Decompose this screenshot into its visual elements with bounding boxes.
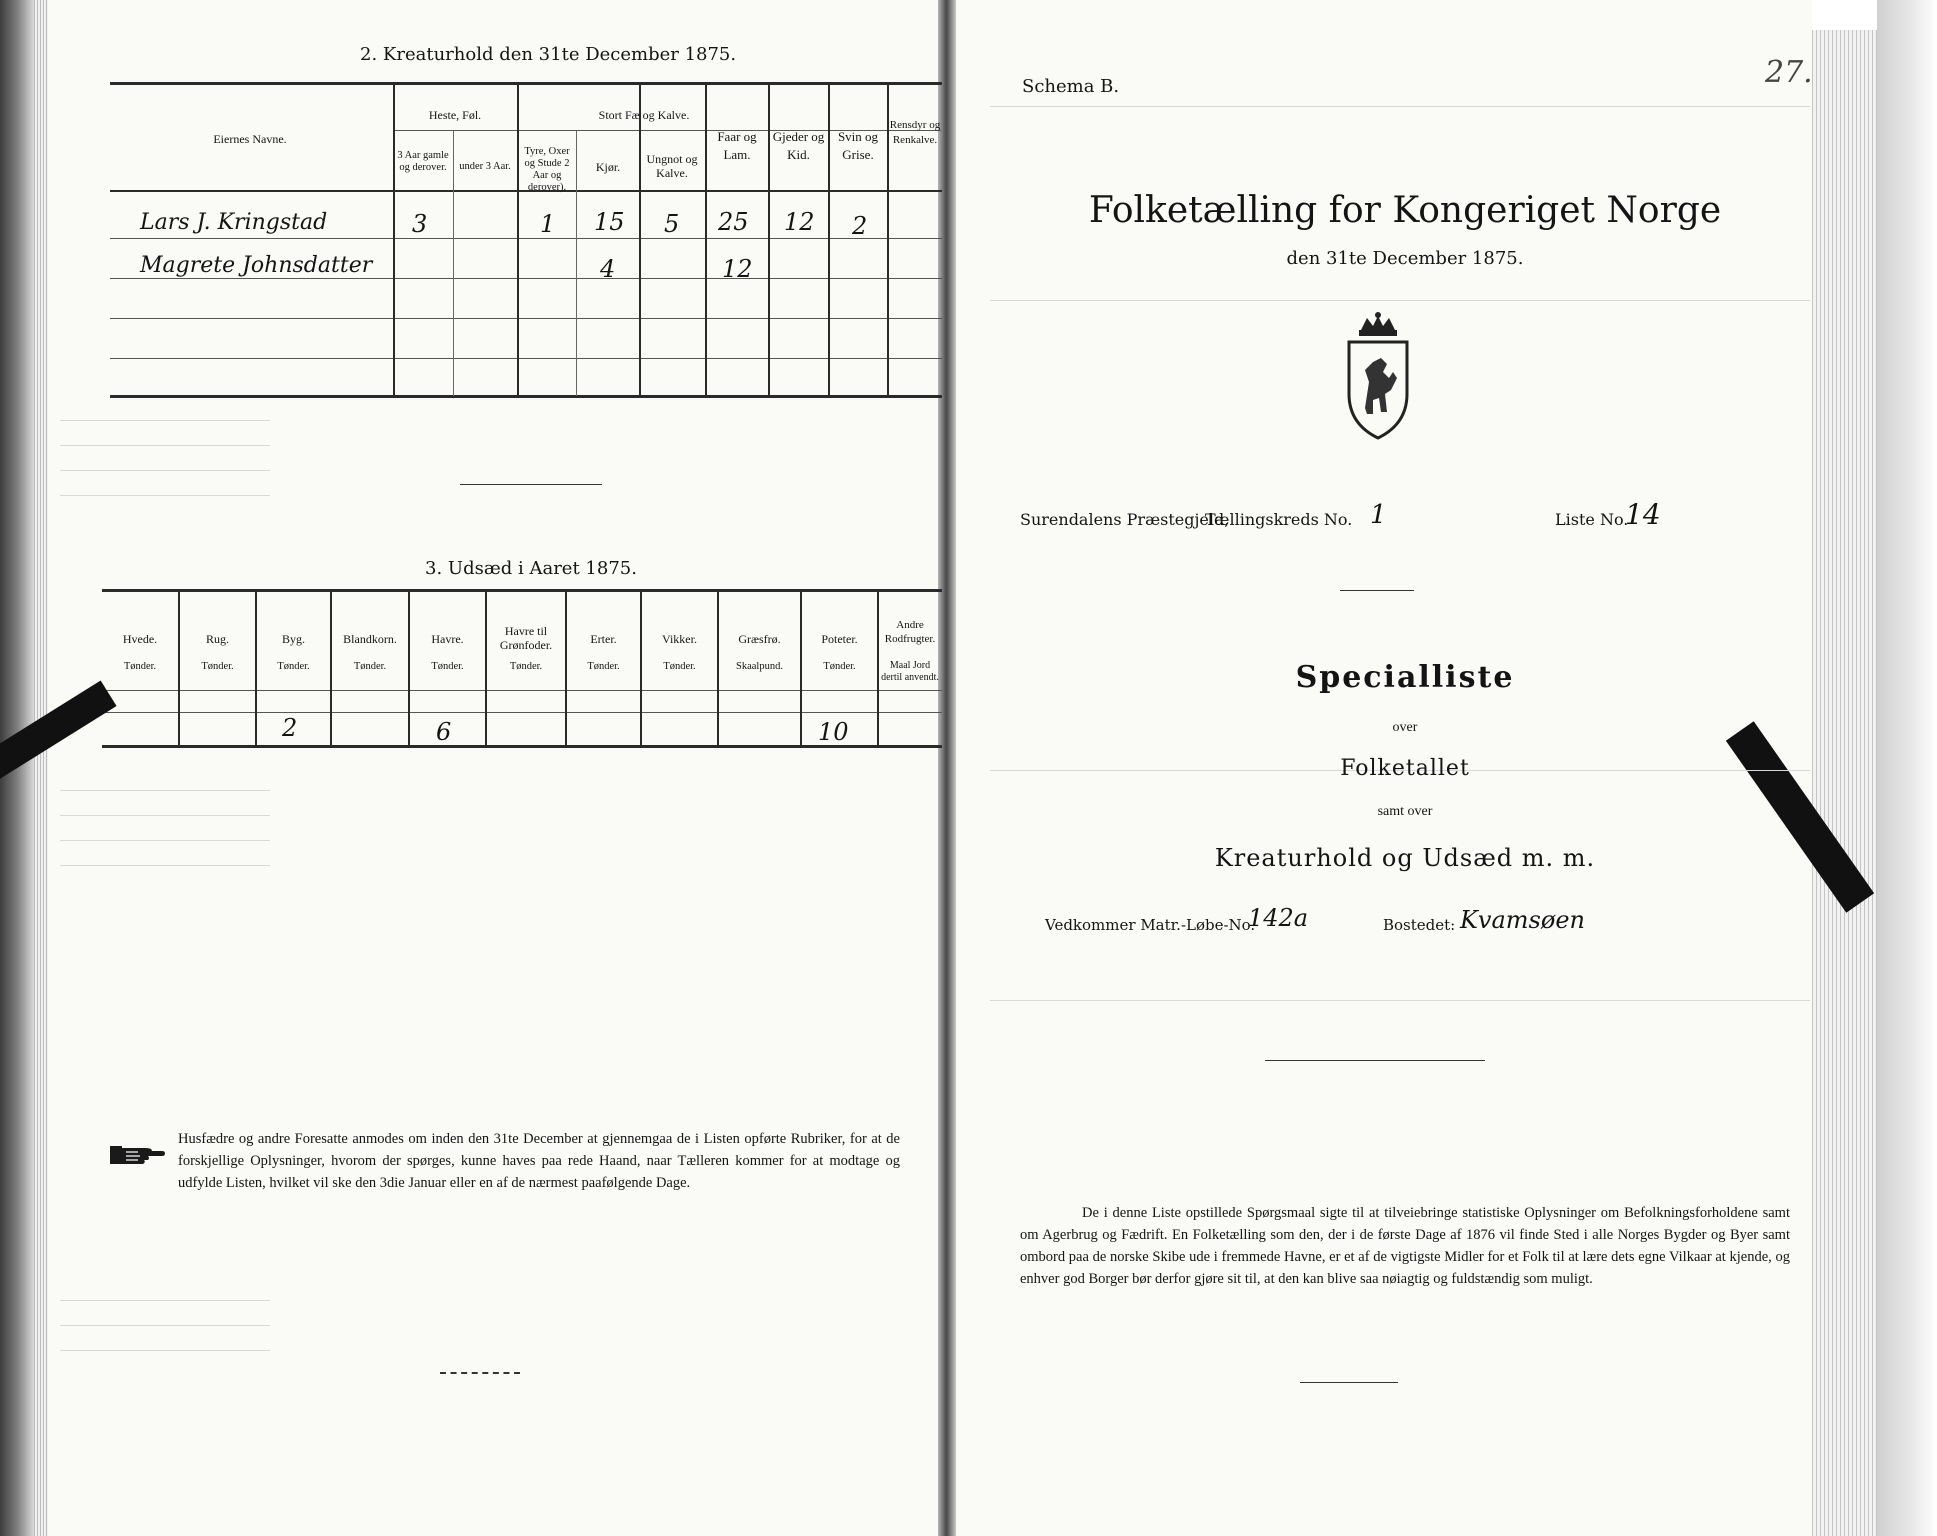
cell-horse-old-1: 3 bbox=[412, 210, 428, 238]
cell-pigs-1: 2 bbox=[852, 212, 868, 240]
sow-col-barley: Byg. bbox=[281, 632, 305, 646]
sow-unit: Tønder. bbox=[823, 661, 856, 672]
section3-title: 3. Udsæd i Aaret 1875. bbox=[425, 558, 637, 579]
cell-bulls-1: 1 bbox=[540, 210, 556, 238]
matr-value: 142a bbox=[1248, 904, 1309, 932]
col-header-goats: Gjeder og Kid. bbox=[772, 129, 825, 162]
schema-label: Schema B. bbox=[1022, 76, 1120, 97]
samt-over-text: samt over bbox=[1377, 804, 1433, 819]
sow-value-barley: 2 bbox=[282, 714, 298, 742]
separator-line bbox=[1340, 590, 1414, 591]
cell-goats-1: 12 bbox=[784, 208, 815, 236]
col-header-cows: Kjør. bbox=[595, 160, 621, 174]
matr-label: Vedkommer Matr.-Løbe-No. bbox=[1045, 916, 1256, 934]
bosted-label: Bostedet: bbox=[1383, 916, 1456, 934]
sow-unit: Tønder. bbox=[431, 661, 464, 672]
main-title: Folketælling for Kongeriget Norge bbox=[1088, 190, 1722, 231]
sow-unit: Tønder. bbox=[123, 661, 157, 672]
sow-unit: Tønder. bbox=[663, 661, 696, 672]
sow-unit: Tønder. bbox=[509, 661, 543, 672]
parish-label: Surendalens Præstegjeld, bbox=[1020, 510, 1230, 529]
sow-unit: Tønder. bbox=[201, 661, 234, 672]
sow-col-wheat: Hvede. bbox=[122, 632, 158, 646]
book-gutter bbox=[938, 0, 956, 1536]
census-purpose-text: De i denne Liste opstillede Spørgsmaal sigte til at tilveiebringe statistiske Oplysninger om Befolkningsforholdene samt om Agerbrug og Fædrift. En Folketælling som den, der i de første Dage af 1876 vil finde Sted i alle Norges Bygder og Byer samt ombord paa de norske Skibe ude i fremmede Havne, er et af de vigtigste Midler for et Folk til at lære dets egne Vilkaar at kjende, og enhver god Borger bør derfor gjøre sit til, at den kan blive saa nøiagtig og fuldstændig som muligt. bbox=[1020, 1205, 1790, 1287]
separator-line bbox=[1300, 1382, 1398, 1383]
col-header-bulls: Tyre, Oxer og Stude 2 Aar og derover). bbox=[524, 146, 570, 193]
kreaturhold-text: Kreaturhold og Udsæd m. m. bbox=[1214, 844, 1596, 872]
list-label: Liste No. bbox=[1555, 510, 1629, 529]
cell-cows-2: 4 bbox=[600, 255, 616, 283]
col-header-young-cattle: Ungnot og Kalve. bbox=[646, 152, 698, 180]
sow-col-mixed-grain: Blandkorn. bbox=[343, 632, 397, 646]
pointing-hand-icon bbox=[108, 1138, 166, 1173]
sow-col-rye: Rug. bbox=[205, 632, 229, 646]
col-header-reindeer: Rensdyr og Renkalve. bbox=[889, 119, 941, 146]
group-header-horses: Heste, Føl. bbox=[428, 108, 482, 122]
sow-value-potatoes: 10 bbox=[818, 718, 849, 746]
col-header-horse-young: under 3 Aar. bbox=[459, 161, 511, 172]
owner-name-2: Magrete Johnsdatter bbox=[140, 253, 373, 278]
dashed-line bbox=[440, 1372, 520, 1374]
sow-col-potatoes: Poteter. bbox=[821, 632, 858, 646]
list-value: 14 bbox=[1625, 498, 1661, 531]
over-text: over bbox=[1392, 720, 1418, 735]
col-header-owner: Eiernes Navne. bbox=[213, 132, 287, 146]
sow-unit: Maal Jord dertil anvendt. bbox=[881, 660, 939, 683]
census-date: den 31te December 1875. bbox=[1286, 248, 1524, 269]
col-header-horse-old: 3 Aar gamle og derover. bbox=[397, 150, 449, 173]
owner-name-1: Lars J. Kringstad bbox=[140, 210, 328, 235]
sow-col-peas: Erter. bbox=[590, 632, 617, 646]
sow-col-other-roots: Andre Rodfrugter. bbox=[884, 619, 936, 645]
sow-col-grass-seed: Græsfrø. bbox=[738, 632, 781, 646]
coat-of-arms-icon bbox=[1343, 312, 1413, 447]
specialliste-title: Specialliste bbox=[1295, 660, 1515, 695]
district-value: 1 bbox=[1370, 500, 1387, 530]
group-header-cattle: Stort Fæ og Kalve. bbox=[598, 108, 690, 122]
sow-col-oats: Havre. bbox=[431, 632, 464, 646]
sow-unit: Skaalpund. bbox=[736, 661, 783, 672]
sow-unit: Tønder. bbox=[277, 661, 310, 672]
col-header-sheep: Faar og Lam. bbox=[717, 129, 757, 162]
separator-line bbox=[460, 484, 602, 485]
page-number: 27. bbox=[1765, 55, 1813, 90]
sow-unit: Tønder. bbox=[353, 661, 387, 672]
cell-cows-1: 15 bbox=[594, 208, 625, 236]
left-page-stack bbox=[34, 0, 48, 1536]
section2-title: 2. Kreaturhold den 31te December 1875. bbox=[360, 44, 737, 65]
bosted-value: Kvamsøen bbox=[1460, 906, 1585, 934]
right-book-edge bbox=[1877, 0, 1937, 1536]
folketallet-text: Folketallet bbox=[1340, 756, 1470, 781]
sow-col-vetch: Vikker. bbox=[662, 632, 697, 646]
sow-value-oats: 6 bbox=[436, 718, 452, 746]
household-notice: Husfædre og andre Foresatte anmodes om inden den 31te December at gjennemgaa de i Listen opførte Rubriker, for at de forskjellige Oplysninger, hvorom der spørges, kunne haves paa rede Haand, naar Tælleren kommer for at modtage og udfylde Listen, hvilket vil ske den 3die Januar eller en af de nærmest paafølgende Dage. bbox=[178, 1131, 900, 1191]
sow-unit: Tønder. bbox=[587, 661, 620, 672]
separator-line bbox=[1265, 1060, 1485, 1061]
cell-young-1: 5 bbox=[664, 210, 680, 238]
district-label: Tællingskreds No. bbox=[1205, 510, 1353, 529]
sow-col-oats-fodder: Havre til Grønfoder. bbox=[499, 624, 553, 652]
cell-sheep-2: 12 bbox=[722, 255, 753, 283]
cell-sheep-1: 25 bbox=[718, 208, 749, 236]
col-header-pigs: Svin og Grise. bbox=[837, 129, 879, 162]
right-page-stack bbox=[1812, 30, 1877, 1536]
